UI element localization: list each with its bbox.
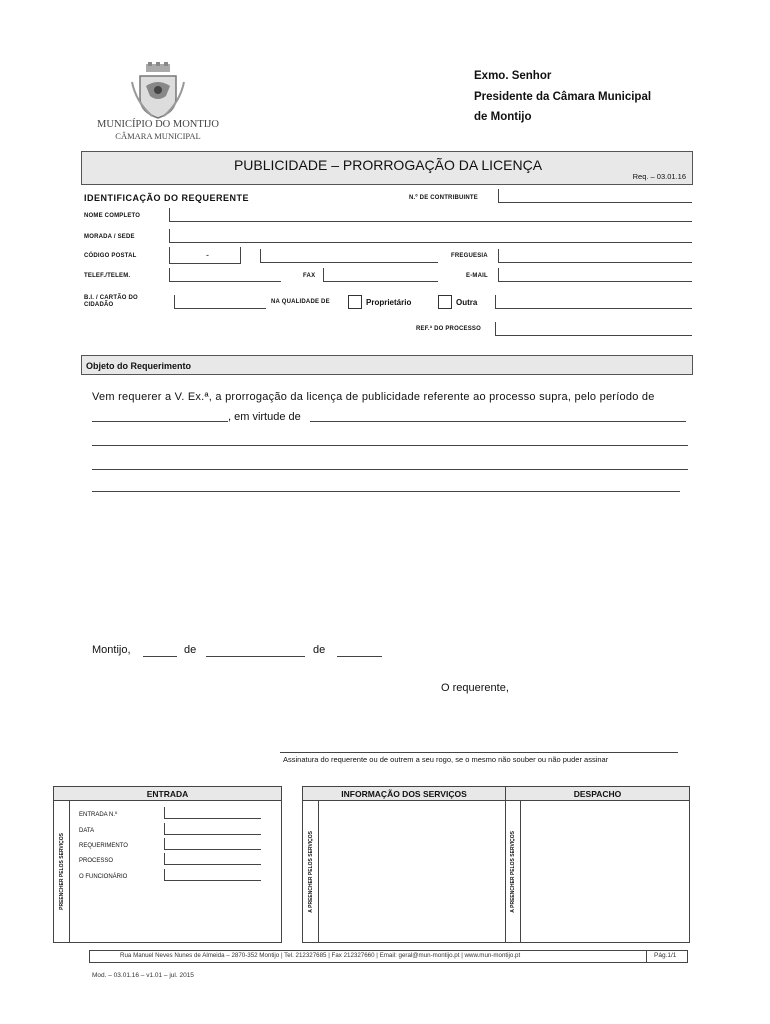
phone-field[interactable] (169, 268, 281, 282)
despacho-header (506, 787, 689, 801)
entrada-field-label-3: PROCESSO (79, 858, 114, 864)
municipality-name: MUNICÍPIO DO MONTIJO (97, 119, 219, 130)
postal-locality-field[interactable] (260, 249, 438, 263)
addressee-line-1: Exmo. Senhor (474, 70, 552, 82)
other-checkbox[interactable] (438, 295, 452, 309)
de-label-1: de (184, 644, 197, 656)
applicant-section-title: IDENTIFICAÇÃO DO REQUERENTE (84, 193, 250, 203)
despacho-side-column (506, 801, 521, 942)
council-name: CÂMARA MUNICIPAL (115, 131, 201, 141)
requester-label: O requerente, (441, 682, 509, 694)
other-quality-field[interactable] (495, 295, 692, 309)
postal-label: CÓDIGO POSTAL (84, 253, 137, 259)
signature-line[interactable] (280, 752, 678, 753)
name-field[interactable] (169, 208, 692, 222)
id-card-field[interactable] (174, 295, 266, 309)
object-section-title: Objeto do Requerimento (86, 361, 192, 371)
process-ref-field[interactable] (495, 322, 692, 336)
reason-line-4[interactable] (92, 491, 680, 492)
reason-line-3[interactable] (92, 469, 688, 470)
address-label: MORADA / SEDE (84, 234, 135, 240)
info-content-area[interactable] (320, 801, 505, 942)
nif-field[interactable] (498, 189, 692, 203)
owner-option-label: Proprietário (366, 298, 412, 307)
info-header (303, 787, 506, 801)
info-side-column (303, 801, 319, 942)
info-title: INFORMAÇÃO DOS SERVIÇOS (341, 789, 467, 799)
parish-field[interactable] (498, 249, 692, 263)
entrada-request-field[interactable] (164, 838, 261, 850)
entrada-process-field[interactable] (164, 853, 261, 865)
services-info-box (302, 786, 690, 943)
footer-address: Rua Manuel Neves Nunes de Almeida – 2870-352 Montijo | Tel. 212327685 | Fax 212327660 | Email: geral@mun-montijo.pt | www.mun-montijo.pt (120, 952, 521, 959)
form-model-code: Mod. – 03.01.16 – v1.01 – jul. 2015 (92, 972, 194, 979)
address-field[interactable] (169, 229, 692, 243)
day-line[interactable] (143, 656, 177, 657)
entrada-field-label-4: O FUNCIONÁRIO (79, 874, 128, 880)
form-title: PUBLICIDADE – PRORROGAÇÃO DA LICENÇA (233, 157, 543, 173)
addressee-line-3: de Montijo (474, 111, 532, 123)
entrada-side-column (54, 801, 70, 942)
name-label: NOME COMPLETO (84, 213, 141, 219)
despacho-side-label: A PREENCHER PELOS SERVIÇOS (510, 831, 516, 913)
postal-dash: - (206, 250, 209, 260)
entrada-number-field[interactable] (164, 807, 261, 819)
fax-field[interactable] (323, 268, 438, 282)
footer-box (89, 950, 688, 963)
other-option-label: Outra (456, 298, 478, 307)
entrada-title: ENTRADA (146, 789, 189, 799)
fax-label: FAX (303, 273, 316, 279)
object-text-line-1: Vem requerer a V. Ex.ª, a prorrogação da licença de publicidade referente ao processo supra, pelo período de (92, 391, 655, 403)
entrada-employee-field[interactable] (164, 869, 261, 881)
reason-line-2[interactable] (92, 445, 688, 446)
despacho-title: DESPACHO (573, 789, 622, 799)
place-label: Montijo, (92, 644, 131, 656)
reason-line-1[interactable] (310, 421, 686, 422)
process-ref-label: REF.ª DO PROCESSO (416, 326, 481, 332)
object-section-bar (81, 355, 693, 375)
email-label: E-MAIL (466, 273, 488, 279)
addressee-line-2: Presidente da Câmara Municipal (474, 91, 652, 103)
phone-label: TELEF./TELEM. (84, 273, 131, 279)
object-text-line-2-end: , em virtude de (228, 411, 301, 423)
postal-code-field[interactable] (169, 247, 241, 264)
entrada-field-label-0: ENTRADA N.º (79, 812, 118, 818)
entrada-box (53, 786, 282, 943)
footer-page-divider (646, 951, 647, 962)
owner-checkbox[interactable] (348, 295, 362, 309)
id-card-label-line-1: B.I. / CARTÃO DO (84, 295, 138, 301)
parish-label: FREGUESIA (451, 253, 488, 259)
id-card-label-line-2: CIDADÃO (84, 302, 114, 308)
entrada-side-label: PREENCHER PELOS SERVIÇOS (59, 833, 65, 910)
footer-page-number: Pág.1/1 (654, 952, 677, 959)
nif-label: N.º DE CONTRIBUINTE (409, 195, 478, 201)
entrada-date-field[interactable] (164, 823, 261, 835)
signature-note: Assinatura do requerente ou de outrem a seu rogo, se o mesmo não souber ou não puder assinar (283, 755, 609, 764)
month-line[interactable] (206, 656, 305, 657)
id-card-label (84, 295, 138, 309)
entrada-field-label-2: REQUERIMENTO (79, 843, 128, 849)
entrada-field-label-1: DATA (79, 828, 95, 834)
email-field[interactable] (498, 268, 692, 282)
title-bar (81, 151, 693, 185)
entrada-header (54, 787, 281, 801)
form-req-code: Req. – 03.01.16 (632, 172, 686, 181)
de-label-2: de (313, 644, 326, 656)
info-side-label: A PREENCHER PELOS SERVIÇOS (308, 831, 314, 913)
despacho-content-area[interactable] (522, 801, 689, 942)
municipality-logo (128, 62, 188, 120)
year-line[interactable] (337, 656, 382, 657)
quality-label: NA QUALIDADE DE (271, 299, 330, 305)
period-line[interactable] (92, 421, 228, 422)
